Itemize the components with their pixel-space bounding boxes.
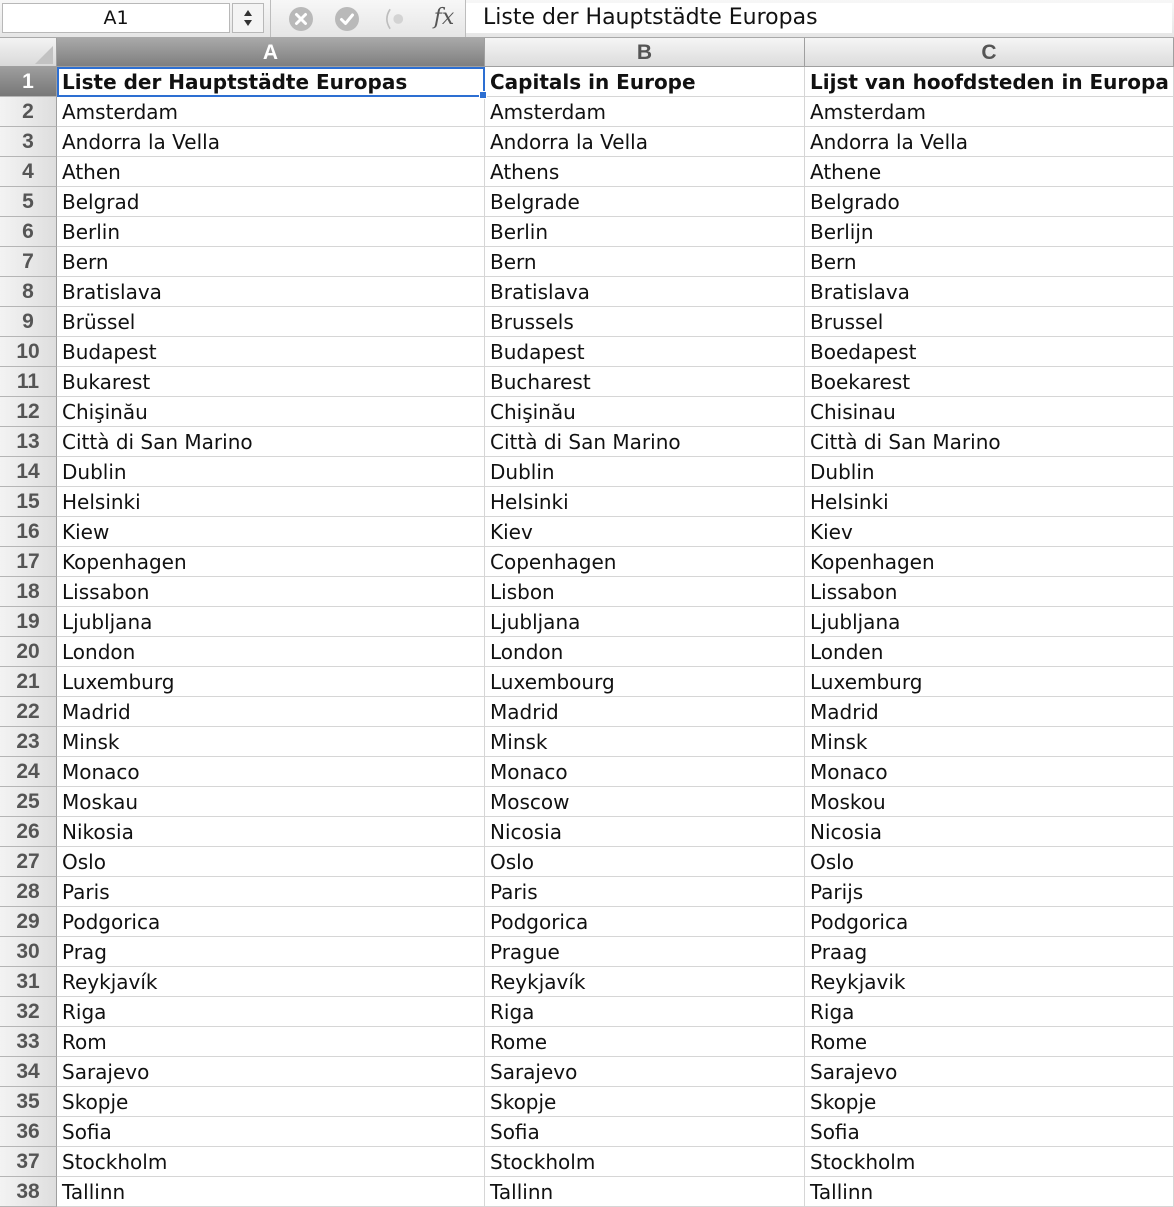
cell-b[interactable]: Monaco (485, 757, 805, 787)
row-header[interactable]: 31 (0, 967, 57, 997)
row-header[interactable]: 37 (0, 1147, 57, 1177)
cell-b[interactable]: Chişinău (485, 397, 805, 427)
row-header[interactable]: 27 (0, 847, 57, 877)
cell-a[interactable]: London (57, 637, 485, 667)
table-row (0, 1177, 1174, 1207)
cell-b[interactable]: Amsterdam (485, 97, 805, 127)
table-row (0, 307, 1174, 337)
table-row (0, 997, 1174, 1027)
table-row (0, 937, 1174, 967)
cell-c[interactable]: Praag (805, 937, 1174, 967)
column-header-a[interactable]: A (57, 38, 485, 67)
row-header[interactable]: 7 (0, 247, 57, 277)
cell-c[interactable]: Bratislava (805, 277, 1174, 307)
cell-a[interactable]: Sarajevo (57, 1057, 485, 1087)
cell-a[interactable]: Reykjavík (57, 967, 485, 997)
cancel-button[interactable] (288, 6, 314, 32)
cell-c[interactable]: Minsk (805, 727, 1174, 757)
cell-a[interactable]: Moskau (57, 787, 485, 817)
table-row (0, 847, 1174, 877)
cell-a[interactable]: Kiew (57, 517, 485, 547)
cell-c[interactable]: Podgorica (805, 907, 1174, 937)
cell-b[interactable]: Madrid (485, 697, 805, 727)
table-row (0, 607, 1174, 637)
row-header[interactable]: 3 (0, 127, 57, 157)
cell-b[interactable]: Skopje (485, 1087, 805, 1117)
table-row (0, 67, 1174, 97)
table-row (0, 907, 1174, 937)
cell-c[interactable]: Dublin (805, 457, 1174, 487)
cell-c[interactable]: Città di San Marino (805, 427, 1174, 457)
table-row (0, 277, 1174, 307)
cell-a[interactable]: Nikosia (57, 817, 485, 847)
cell-c[interactable]: Nicosia (805, 817, 1174, 847)
cell-c[interactable]: Belgrado (805, 187, 1174, 217)
row-header[interactable]: 19 (0, 607, 57, 637)
table-row (0, 427, 1174, 457)
cell-b[interactable]: Oslo (485, 847, 805, 877)
cell-c[interactable]: Sofia (805, 1117, 1174, 1147)
cell-a[interactable]: Belgrad (57, 187, 485, 217)
cell-a[interactable]: Chişinău (57, 397, 485, 427)
row-header[interactable]: 8 (0, 277, 57, 307)
table-row (0, 457, 1174, 487)
cell-c[interactable]: Lissabon (805, 577, 1174, 607)
table-row (0, 1057, 1174, 1087)
row-header[interactable]: 38 (0, 1177, 57, 1207)
table-row (0, 577, 1174, 607)
row-header[interactable]: 33 (0, 1027, 57, 1057)
cell-a[interactable]: Bern (57, 247, 485, 277)
cell-c[interactable]: Madrid (805, 697, 1174, 727)
cell-a[interactable]: Podgorica (57, 907, 485, 937)
row-header[interactable]: 13 (0, 427, 57, 457)
row-header[interactable]: 18 (0, 577, 57, 607)
cell-b[interactable]: Podgorica (485, 907, 805, 937)
cell-c[interactable]: Moskou (805, 787, 1174, 817)
cell-a[interactable]: Brüssel (57, 307, 485, 337)
cell-b[interactable]: Reykjavík (485, 967, 805, 997)
cell-a[interactable]: Madrid (57, 697, 485, 727)
cell-c[interactable]: Kiev (805, 517, 1174, 547)
cell-a[interactable]: Ljubljana (57, 607, 485, 637)
cell-a[interactable]: Kopenhagen (57, 547, 485, 577)
row-header[interactable]: 29 (0, 907, 57, 937)
cell-c[interactable]: Riga (805, 997, 1174, 1027)
cell-c[interactable]: Luxemburg (805, 667, 1174, 697)
row-header[interactable]: 4 (0, 157, 57, 187)
cell-b[interactable]: Bratislava (485, 277, 805, 307)
table-row (0, 787, 1174, 817)
row-header[interactable]: 30 (0, 937, 57, 967)
table-row (0, 877, 1174, 907)
select-all-triangle-icon (0, 38, 57, 67)
cell-a[interactable]: Athen (57, 157, 485, 187)
table-row (0, 547, 1174, 577)
cell-b[interactable]: Copenhagen (485, 547, 805, 577)
table-row (0, 1147, 1174, 1177)
table-row (0, 817, 1174, 847)
cell-a[interactable]: Bratislava (57, 277, 485, 307)
cell-a[interactable]: Riga (57, 997, 485, 1027)
table-row (0, 187, 1174, 217)
cell-c[interactable]: Sarajevo (805, 1057, 1174, 1087)
cell-c[interactable]: Chisinau (805, 397, 1174, 427)
row-header[interactable]: 14 (0, 457, 57, 487)
cell-c[interactable]: Rome (805, 1027, 1174, 1057)
row-header[interactable]: 28 (0, 877, 57, 907)
cell-b[interactable]: Città di San Marino (485, 427, 805, 457)
table-row (0, 697, 1174, 727)
cell-a[interactable]: Minsk (57, 727, 485, 757)
cell-b[interactable]: Sofia (485, 1117, 805, 1147)
cell-a[interactable]: Sofia (57, 1117, 485, 1147)
cell-c[interactable]: Tallinn (805, 1177, 1174, 1207)
cell-a[interactable]: Andorra la Vella (57, 127, 485, 157)
cell-b[interactable]: Belgrade (485, 187, 805, 217)
table-row (0, 397, 1174, 427)
cell-c[interactable]: Monaco (805, 757, 1174, 787)
cell-b[interactable]: Rome (485, 1027, 805, 1057)
cell-a[interactable]: Luxemburg (57, 667, 485, 697)
selected-cell[interactable]: Liste der Hauptstädte Europas (57, 67, 485, 97)
row-header[interactable]: 22 (0, 697, 57, 727)
column-header-c[interactable]: C (805, 38, 1174, 67)
formula-bar-divider (270, 0, 271, 37)
cell-c[interactable]: Kopenhagen (805, 547, 1174, 577)
cell-b[interactable]: Helsinki (485, 487, 805, 517)
row-header[interactable]: 25 (0, 787, 57, 817)
cell-c[interactable]: Skopje (805, 1087, 1174, 1117)
cell-b[interactable]: Lisbon (485, 577, 805, 607)
formula-bar (0, 0, 1174, 38)
formula-input[interactable]: Liste der Hauptstädte Europas (466, 3, 1172, 33)
row-header[interactable]: 2 (0, 97, 57, 127)
row-header[interactable]: 10 (0, 337, 57, 367)
cell-b[interactable]: Bern (485, 247, 805, 277)
cell-c[interactable]: Bern (805, 247, 1174, 277)
cell-a[interactable]: Lissabon (57, 577, 485, 607)
cell-b[interactable]: Kiev (485, 517, 805, 547)
cell-a[interactable]: Monaco (57, 757, 485, 787)
row-header[interactable]: 23 (0, 727, 57, 757)
cell-a[interactable]: Rom (57, 1027, 485, 1057)
cell-c[interactable]: Boedapest (805, 337, 1174, 367)
table-row (0, 727, 1174, 757)
row-header[interactable]: 20 (0, 637, 57, 667)
cell-c[interactable]: Amsterdam (805, 97, 1174, 127)
cell-b[interactable]: Bucharest (485, 367, 805, 397)
row-header[interactable]: 1 (0, 67, 57, 97)
cell-c[interactable]: Parijs (805, 877, 1174, 907)
fill-handle[interactable] (479, 91, 487, 99)
name-box[interactable]: A1 (2, 3, 230, 33)
table-row (0, 97, 1174, 127)
table-row (0, 967, 1174, 997)
row-header[interactable]: 21 (0, 667, 57, 697)
table-row (0, 1117, 1174, 1147)
up-down-arrows-icon (243, 8, 253, 28)
cell-a[interactable]: Oslo (57, 847, 485, 877)
parenthesis-icon (382, 5, 408, 33)
row-header[interactable]: 11 (0, 367, 57, 397)
cell-b[interactable]: Paris (485, 877, 805, 907)
cell-b[interactable]: Luxembourg (485, 667, 805, 697)
cell-a[interactable]: Helsinki (57, 487, 485, 517)
enter-button[interactable] (334, 6, 360, 32)
cell-b[interactable]: Minsk (485, 727, 805, 757)
row-header[interactable]: 34 (0, 1057, 57, 1087)
cell-a[interactable]: Città di San Marino (57, 427, 485, 457)
name-box-stepper[interactable] (232, 3, 264, 33)
table-row (0, 247, 1174, 277)
cancel-circle-icon (288, 6, 314, 32)
table-row (0, 157, 1174, 187)
row-header[interactable]: 32 (0, 997, 57, 1027)
cell-a[interactable]: Bukarest (57, 367, 485, 397)
cell-b[interactable]: London (485, 637, 805, 667)
table-row (0, 127, 1174, 157)
column-header-row (0, 38, 1174, 67)
row-header[interactable]: 17 (0, 547, 57, 577)
cell-a[interactable]: Paris (57, 877, 485, 907)
cell-b[interactable]: Tallinn (485, 1177, 805, 1207)
table-row (0, 757, 1174, 787)
cell-a[interactable]: Berlin (57, 217, 485, 247)
row-header[interactable]: 15 (0, 487, 57, 517)
cell-a[interactable]: Stockholm (57, 1147, 485, 1177)
cell-b[interactable]: Budapest (485, 337, 805, 367)
row-header[interactable]: 26 (0, 817, 57, 847)
table-row (0, 1027, 1174, 1057)
table-row (0, 337, 1174, 367)
cell-c[interactable]: Ljubljana (805, 607, 1174, 637)
table-row (0, 637, 1174, 667)
row-header[interactable]: 35 (0, 1087, 57, 1117)
row-header[interactable]: 6 (0, 217, 57, 247)
cell-b[interactable]: Capitals in Europe (485, 67, 805, 97)
cell-c[interactable]: Oslo (805, 847, 1174, 877)
cell-a[interactable]: Skopje (57, 1087, 485, 1117)
cell-b[interactable]: Brussels (485, 307, 805, 337)
cell-c[interactable]: Helsinki (805, 487, 1174, 517)
cell-b[interactable]: Berlin (485, 217, 805, 247)
cell-b[interactable]: Nicosia (485, 817, 805, 847)
cell-b[interactable]: Riga (485, 997, 805, 1027)
insert-function-button[interactable]: fx (433, 5, 455, 30)
cell-b[interactable]: Stockholm (485, 1147, 805, 1177)
row-header[interactable]: 12 (0, 397, 57, 427)
cell-c[interactable]: Andorra la Vella (805, 127, 1174, 157)
cell-c[interactable]: Reykjavik (805, 967, 1174, 997)
cell-c[interactable]: Stockholm (805, 1147, 1174, 1177)
cell-c[interactable]: Londen (805, 637, 1174, 667)
cell-b[interactable]: Athens (485, 157, 805, 187)
column-header-b[interactable]: B (485, 38, 805, 67)
cell-c[interactable]: Brussel (805, 307, 1174, 337)
cell-b[interactable]: Ljubljana (485, 607, 805, 637)
cell-b[interactable]: Moscow (485, 787, 805, 817)
table-row (0, 217, 1174, 247)
cell-c[interactable]: Athene (805, 157, 1174, 187)
cell-c[interactable]: Boekarest (805, 367, 1174, 397)
cell-b[interactable]: Prague (485, 937, 805, 967)
cell-c[interactable]: Berlijn (805, 217, 1174, 247)
cell-c[interactable]: Lijst van hoofdsteden in Europa (805, 67, 1174, 97)
select-all-corner[interactable] (0, 38, 57, 67)
cell-a[interactable]: Prag (57, 937, 485, 967)
table-row (0, 367, 1174, 397)
table-row (0, 667, 1174, 697)
function-paren-button[interactable] (382, 6, 408, 32)
row-header[interactable]: 5 (0, 187, 57, 217)
table-row (0, 1087, 1174, 1117)
row-header[interactable]: 24 (0, 757, 57, 787)
row-header[interactable]: 9 (0, 307, 57, 337)
checkmark-circle-icon (334, 6, 360, 32)
cell-b[interactable]: Andorra la Vella (485, 127, 805, 157)
cell-a[interactable]: Budapest (57, 337, 485, 367)
cell-a[interactable]: Dublin (57, 457, 485, 487)
row-header[interactable]: 16 (0, 517, 57, 547)
cell-b[interactable]: Sarajevo (485, 1057, 805, 1087)
cell-a[interactable]: Amsterdam (57, 97, 485, 127)
cell-b[interactable]: Dublin (485, 457, 805, 487)
table-row (0, 487, 1174, 517)
row-header[interactable]: 36 (0, 1117, 57, 1147)
table-row (0, 517, 1174, 547)
cell-a[interactable]: Tallinn (57, 1177, 485, 1207)
